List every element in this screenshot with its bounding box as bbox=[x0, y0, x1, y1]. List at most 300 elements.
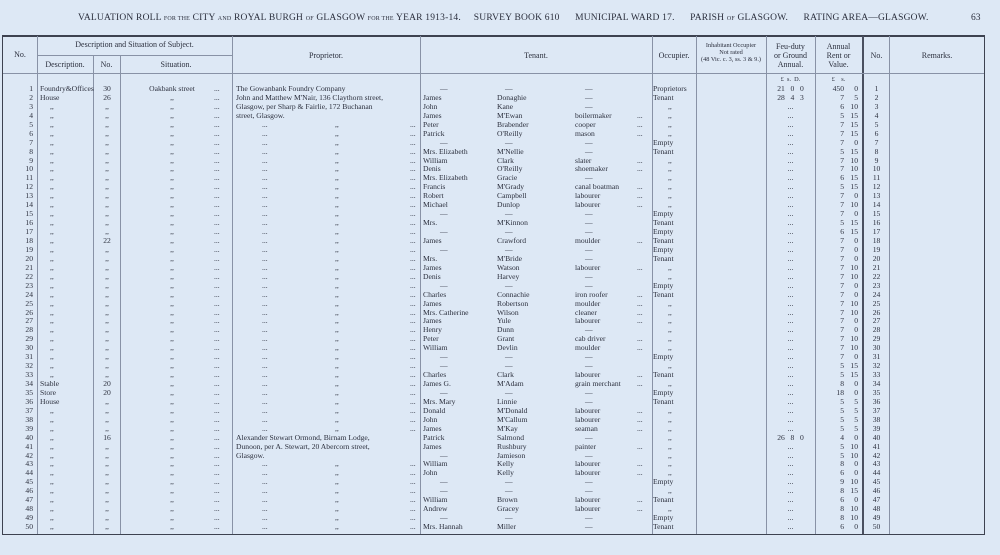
proprietor: ... ,, ... bbox=[335, 316, 339, 325]
feu-duty: ... bbox=[787, 119, 794, 129]
proprietor: Glasgow, per Sharp & Fairlie, 172 Buchanan bbox=[236, 101, 373, 111]
tenant-first-name: Patrick bbox=[423, 432, 445, 442]
situation: ,, bbox=[170, 119, 174, 129]
occupier: ,, bbox=[668, 423, 672, 433]
feu-duty: ... bbox=[787, 146, 794, 156]
rent-pounds: 6 bbox=[840, 522, 844, 532]
subject-number: ,, bbox=[105, 262, 109, 272]
occupier: ,, bbox=[668, 432, 672, 442]
situation: ,, bbox=[170, 441, 174, 451]
rent-pounds: 450 bbox=[832, 84, 844, 93]
feu-duty: ... bbox=[787, 343, 794, 353]
row-number-right: 7 bbox=[874, 137, 879, 147]
row-number-right: 23 bbox=[872, 280, 881, 290]
table-row bbox=[0, 468, 985, 477]
row-number-right: 26 bbox=[872, 307, 881, 317]
tenant-surname: Rushbury bbox=[497, 441, 527, 451]
proprietor: ... ,, ... bbox=[335, 343, 339, 352]
occupier: ,, bbox=[668, 414, 672, 424]
situation-leader-dots: ... bbox=[214, 191, 220, 201]
description: ,, bbox=[50, 200, 54, 210]
row-number: 23 bbox=[25, 280, 33, 290]
proprietor: ... ,, ... bbox=[335, 281, 339, 290]
tenant-surname: M'Donald bbox=[497, 405, 528, 415]
row-number: 5 bbox=[29, 119, 33, 129]
situation-leader-dots: ... bbox=[214, 414, 220, 424]
tenant-surname: Dunlop bbox=[497, 200, 520, 210]
rent-shillings: 0 bbox=[854, 316, 858, 326]
rent-pounds: 7 bbox=[840, 244, 844, 254]
situation-leader-dots: ... bbox=[214, 450, 220, 460]
proprietor: ... ,, ... bbox=[335, 424, 339, 433]
header-no-right: No. bbox=[870, 51, 883, 60]
description: House bbox=[40, 396, 60, 406]
situation: ,, bbox=[170, 307, 174, 317]
proprietor: ... ,, ... bbox=[335, 129, 339, 138]
feu-duty: ... bbox=[787, 137, 794, 147]
description: ,, bbox=[50, 128, 54, 138]
table-row bbox=[0, 218, 985, 227]
subject-number: ,, bbox=[105, 298, 109, 308]
tenant-first-name: Henry bbox=[423, 325, 442, 335]
situation: ,, bbox=[170, 262, 174, 272]
tenant-first-name: James bbox=[423, 423, 442, 433]
tenant-first-name: James bbox=[423, 235, 442, 245]
description: ,, bbox=[50, 450, 54, 460]
rent-pounds: 7 bbox=[840, 289, 844, 299]
description: ,, bbox=[50, 182, 54, 192]
occupier: Tenant bbox=[653, 253, 674, 263]
table-row bbox=[0, 120, 985, 129]
title-small: FOR THE bbox=[367, 16, 394, 22]
tenant-first-name: Andrew bbox=[423, 504, 448, 514]
rent-shillings: 0 bbox=[854, 325, 858, 335]
tenant-surname: — bbox=[505, 387, 513, 397]
header-rent-l3: Value. bbox=[828, 60, 849, 69]
row-number-right: 40 bbox=[872, 432, 881, 442]
situation: ,, bbox=[170, 110, 174, 120]
description: ,, bbox=[50, 119, 54, 129]
tenant-first-name: Robert bbox=[423, 191, 444, 201]
subject-number: ,, bbox=[105, 343, 109, 353]
tenant-surname: Brown bbox=[497, 495, 518, 505]
row-number-right: 31 bbox=[872, 352, 881, 362]
description: ,, bbox=[50, 244, 54, 254]
situation-leader-dots: ... bbox=[214, 298, 220, 308]
feu-duty: 26 8 0 bbox=[777, 432, 804, 442]
rent-shillings: 10 bbox=[850, 343, 858, 353]
row-number: 28 bbox=[25, 325, 33, 335]
table-row bbox=[0, 84, 985, 93]
feu-duty: ... bbox=[787, 200, 794, 210]
row-number: 6 bbox=[29, 128, 33, 138]
row-number: 16 bbox=[25, 218, 33, 228]
situation: ,, bbox=[170, 477, 174, 487]
feu-duty: ... bbox=[787, 155, 794, 165]
subject-number: ,, bbox=[105, 191, 109, 201]
row-number: 39 bbox=[25, 423, 33, 433]
tenant-surname: — bbox=[505, 513, 513, 523]
proprietor: ... ,, ... bbox=[335, 486, 339, 495]
rent-shillings: 10 bbox=[850, 200, 858, 210]
row-number-right: 29 bbox=[872, 334, 881, 344]
table-row bbox=[0, 236, 985, 245]
table-row bbox=[0, 424, 985, 433]
feu-duty: ... bbox=[787, 235, 794, 245]
feu-duty: ... bbox=[787, 298, 794, 308]
feu-duty: ... bbox=[787, 361, 794, 371]
tenant-first-name: James G. bbox=[423, 379, 451, 389]
tenant-surname: M'Kay bbox=[497, 423, 518, 433]
tenant-first-name: James bbox=[423, 298, 442, 308]
row-number: 26 bbox=[25, 307, 33, 317]
situation-leader-dots: ... bbox=[214, 486, 220, 496]
tenant-first-name: John bbox=[423, 468, 438, 478]
subject-number: ,, bbox=[105, 495, 109, 505]
tenant-surname: Crawford bbox=[497, 235, 527, 245]
rent-pounds: 5 bbox=[840, 396, 844, 406]
table-row bbox=[0, 486, 985, 495]
subject-number: ,, bbox=[105, 289, 109, 299]
header-inhabitant-l1: Inhabitant Occupier bbox=[705, 42, 757, 49]
tenant-surname: Kelly bbox=[497, 468, 514, 478]
subject-number: 22 bbox=[103, 235, 111, 245]
proprietor: ... ,, ... bbox=[335, 504, 339, 513]
tenant-occupation: mason ... bbox=[575, 129, 595, 138]
tenant-first-name: Mrs. Mary bbox=[423, 396, 456, 406]
proprietor: ... ,, ... bbox=[335, 290, 339, 299]
rent-shillings: 0 bbox=[854, 280, 858, 290]
row-number: 17 bbox=[25, 227, 33, 237]
tenant-occupation: moulder ... bbox=[575, 299, 600, 308]
description: ,, bbox=[50, 414, 54, 424]
proprietor: ... ,, ... bbox=[335, 182, 339, 191]
proprietor: ... ,, ... bbox=[335, 138, 339, 147]
rent-pounds: 7 bbox=[840, 92, 844, 102]
tenant-occupation: — bbox=[585, 137, 593, 147]
situation: ,, bbox=[170, 280, 174, 290]
tenant-first-name: Mrs. bbox=[423, 253, 438, 263]
row-number: 9 bbox=[29, 155, 33, 165]
rent-pounds: 5 bbox=[840, 218, 844, 228]
table-row bbox=[0, 495, 985, 504]
rent-pounds: 7 bbox=[840, 209, 844, 219]
tenant-occupation: — bbox=[585, 361, 593, 371]
description: Stable bbox=[40, 379, 59, 389]
feu-units: £ s. D. bbox=[780, 76, 801, 83]
occupier: Tenant bbox=[653, 522, 674, 532]
occupier: ,, bbox=[668, 325, 672, 335]
rent-shillings: 10 bbox=[850, 441, 858, 451]
tenant-occupation: labourer ... bbox=[575, 415, 600, 424]
tenant-surname: — bbox=[505, 244, 513, 254]
row-number-right: 3 bbox=[874, 101, 879, 111]
subject-number: ,, bbox=[105, 182, 109, 192]
occupier: ,, bbox=[668, 459, 672, 469]
occupier: ,, bbox=[668, 173, 672, 183]
situation: ,, bbox=[170, 450, 174, 460]
row-number: 20 bbox=[25, 253, 33, 263]
situation-leader-dots: ... bbox=[214, 432, 220, 442]
row-number-right: 25 bbox=[872, 298, 881, 308]
tenant-surname: — bbox=[505, 209, 513, 219]
situation-leader-dots: ... bbox=[214, 218, 220, 228]
situation-leader-dots: ... bbox=[214, 128, 220, 138]
rent-shillings: 0 bbox=[854, 84, 858, 93]
tenant-surname: M'Grady bbox=[497, 182, 525, 192]
row-number-right: 4 bbox=[874, 110, 879, 120]
subject-number: ,, bbox=[105, 414, 109, 424]
rent-pounds: 6 bbox=[840, 468, 844, 478]
tenant-occupation: — bbox=[585, 253, 593, 263]
tenant-surname: — bbox=[505, 486, 513, 496]
tenant-occupation: — bbox=[585, 450, 593, 460]
occupier: Empty bbox=[653, 387, 674, 397]
description: ,, bbox=[50, 513, 54, 523]
tenant-occupation: seaman ... bbox=[575, 424, 598, 433]
parish-of: OF bbox=[726, 16, 735, 22]
row-number: 27 bbox=[25, 316, 33, 326]
rent-pounds: 7 bbox=[840, 155, 844, 165]
situation: ,, bbox=[170, 414, 174, 424]
subject-number: ,, bbox=[105, 218, 109, 228]
tenant-first-name: — bbox=[440, 361, 448, 371]
rent-shillings: 5 bbox=[854, 396, 858, 406]
rent-pounds: 5 bbox=[840, 414, 844, 424]
header-divider bbox=[3, 73, 984, 74]
tenant-surname: — bbox=[505, 361, 513, 371]
rent-shillings: 15 bbox=[850, 110, 858, 120]
table-row bbox=[0, 361, 985, 370]
tenant-surname: — bbox=[505, 84, 513, 93]
rent-shillings: 0 bbox=[854, 387, 858, 397]
proprietor: ... ,, ... bbox=[335, 147, 339, 156]
rent-shillings: 10 bbox=[850, 334, 858, 344]
tenant-surname: O'Reilly bbox=[497, 164, 523, 174]
row-number: 1 bbox=[29, 84, 33, 93]
rent-shillings: 0 bbox=[854, 379, 858, 389]
situation: ,, bbox=[170, 343, 174, 353]
situation-leader-dots: ... bbox=[214, 504, 220, 514]
tenant-occupation: labourer ... bbox=[575, 316, 600, 325]
description: ,, bbox=[50, 191, 54, 201]
row-number: 37 bbox=[25, 405, 33, 415]
proprietor: ... ,, ... bbox=[335, 254, 339, 263]
row-number: 42 bbox=[25, 450, 33, 460]
rent-shillings: 10 bbox=[850, 504, 858, 514]
situation-leader-dots: ... bbox=[214, 513, 220, 523]
row-number: 21 bbox=[25, 262, 33, 272]
rent-pounds: 7 bbox=[840, 262, 844, 272]
tenant-occupation: — bbox=[585, 244, 593, 254]
tenant-occupation: cooper ... bbox=[575, 120, 596, 129]
row-number-right: 24 bbox=[872, 289, 881, 299]
situation: ,, bbox=[170, 92, 174, 102]
title-burgh: ROYAL BURGH bbox=[233, 13, 304, 23]
proprietor: ... ,, ... bbox=[335, 397, 339, 406]
row-number-right: 49 bbox=[872, 513, 881, 523]
table-row bbox=[0, 513, 985, 522]
table-row bbox=[0, 299, 985, 308]
tenant-occupation: — bbox=[585, 209, 593, 219]
rent-pounds: 7 bbox=[840, 164, 844, 174]
rent-pounds: 7 bbox=[840, 200, 844, 210]
tenant-occupation: labourer ... bbox=[575, 370, 600, 379]
rent-shillings: 15 bbox=[850, 361, 858, 371]
tenant-occupation: labourer ... bbox=[575, 504, 600, 513]
tenant-first-name: William bbox=[423, 155, 448, 165]
tenant-occupation: — bbox=[585, 477, 593, 487]
subject-number: ,, bbox=[105, 137, 109, 147]
feu-duty: ... bbox=[787, 379, 794, 389]
row-number-right: 20 bbox=[872, 253, 881, 263]
occupier: ,, bbox=[668, 271, 672, 281]
proprietor: ... ,, ... bbox=[335, 513, 339, 522]
row-number: 32 bbox=[25, 361, 33, 371]
table-row bbox=[0, 352, 985, 361]
feu-duty: ... bbox=[787, 307, 794, 317]
situation-leader-dots: ... bbox=[214, 92, 220, 102]
rent-shillings: 15 bbox=[850, 486, 858, 496]
proprietor: ... ,, ... bbox=[335, 218, 339, 227]
situation-leader-dots: ... bbox=[214, 137, 220, 147]
tenant-occupation: — bbox=[585, 486, 593, 496]
tenant-surname: — bbox=[505, 137, 513, 147]
description: ,, bbox=[50, 280, 54, 290]
occupier: ,, bbox=[668, 450, 672, 460]
feu-duty: ... bbox=[787, 244, 794, 254]
occupier: ,, bbox=[668, 164, 672, 174]
rent-shillings: 15 bbox=[850, 128, 858, 138]
tenant-first-name: — bbox=[440, 486, 448, 496]
subject-number: ,, bbox=[105, 307, 109, 317]
situation-leader-dots: ... bbox=[214, 289, 220, 299]
situation-leader-dots: ... bbox=[214, 119, 220, 129]
row-number-right: 10 bbox=[872, 164, 881, 174]
tenant-first-name: — bbox=[440, 280, 448, 290]
table-row bbox=[0, 397, 985, 406]
situation: ,, bbox=[170, 173, 174, 183]
title-glasgow: GLASGOW bbox=[316, 13, 366, 23]
feu-duty: ... bbox=[787, 477, 794, 487]
description: ,, bbox=[50, 468, 54, 478]
occupier: ,, bbox=[668, 379, 672, 389]
header-feu-l1: Feu-duty bbox=[776, 42, 805, 51]
tenant-surname: Harvey bbox=[497, 271, 520, 281]
tenant-occupation: boilermaker ... bbox=[575, 111, 612, 120]
description: ,, bbox=[50, 298, 54, 308]
situation-leader-dots: ... bbox=[214, 379, 220, 389]
proprietor: street, Glasgow. bbox=[236, 110, 285, 120]
rent-shillings: 0 bbox=[854, 495, 858, 505]
row-number: 34 bbox=[25, 379, 33, 389]
description: ,, bbox=[50, 173, 54, 183]
situation: ,, bbox=[170, 128, 174, 138]
situation-leader-dots: ... bbox=[214, 352, 220, 362]
rent-pounds: 7 bbox=[840, 316, 844, 326]
description: ,, bbox=[50, 209, 54, 219]
occupier: ,, bbox=[668, 405, 672, 415]
rent-shillings: 0 bbox=[854, 235, 858, 245]
tenant-occupation: labourer ... bbox=[575, 263, 600, 272]
feu-duty: ... bbox=[787, 280, 794, 290]
tenant-first-name: Peter bbox=[423, 334, 439, 344]
description: ,, bbox=[50, 271, 54, 281]
row-number: 47 bbox=[25, 495, 33, 505]
tenant-first-name: Charles bbox=[423, 289, 447, 299]
tenant-occupation: grain merchant ... bbox=[575, 379, 621, 388]
rent-pounds: 6 bbox=[840, 173, 844, 183]
row-number-right: 5 bbox=[874, 119, 879, 129]
subject-number: ,, bbox=[105, 450, 109, 460]
description: ,, bbox=[50, 459, 54, 469]
tenant-first-name: Mrs. Elizabeth bbox=[423, 146, 468, 156]
proprietor: Dunoon, per A. Stewart, 20 Abercorn street, bbox=[236, 441, 370, 451]
tenant-occupation: cab driver ... bbox=[575, 334, 606, 343]
row-number: 35 bbox=[25, 387, 33, 397]
row-number-right: 22 bbox=[872, 271, 881, 281]
situation-leader-dots: ... bbox=[214, 84, 220, 93]
tenant-occupation: labourer ... bbox=[575, 406, 600, 415]
proprietor: ... ,, ... bbox=[335, 120, 339, 129]
row-number-right: 27 bbox=[872, 316, 881, 326]
row-number: 15 bbox=[25, 209, 33, 219]
rent-shillings: 0 bbox=[854, 191, 858, 201]
subject-number: 20 bbox=[103, 379, 111, 389]
rent-shillings: 15 bbox=[850, 173, 858, 183]
row-number: 40 bbox=[25, 432, 33, 442]
occupier: Empty bbox=[653, 352, 674, 362]
proprietor: Glasgow. bbox=[236, 450, 265, 460]
tenant-occupation: — bbox=[585, 173, 593, 183]
description: ,, bbox=[50, 334, 54, 344]
table-row bbox=[0, 245, 985, 254]
table-row bbox=[0, 182, 985, 191]
proprietor: ... ,, ... bbox=[335, 325, 339, 334]
situation-leader-dots: ... bbox=[214, 307, 220, 317]
situation: ,, bbox=[170, 191, 174, 201]
subject-number: 26 bbox=[103, 92, 111, 102]
rent-shillings: 10 bbox=[850, 271, 858, 281]
subject-number: ,, bbox=[105, 280, 109, 290]
situation-leader-dots: ... bbox=[214, 280, 220, 290]
table-row bbox=[0, 459, 985, 468]
row-number-right: 41 bbox=[872, 441, 881, 451]
header-rent-l1: Annual bbox=[826, 42, 851, 51]
situation: ,, bbox=[170, 200, 174, 210]
feu-duty: ... bbox=[787, 262, 794, 272]
feu-duty: ... bbox=[787, 459, 794, 469]
feu-duty: ... bbox=[787, 441, 794, 451]
tenant-surname: Kelly bbox=[497, 459, 514, 469]
rent-pounds: 7 bbox=[840, 334, 844, 344]
occupier: ,, bbox=[668, 262, 672, 272]
proprietor: ... ,, ... bbox=[335, 352, 339, 361]
tenant-surname: Robertson bbox=[497, 298, 529, 308]
situation: ,, bbox=[170, 370, 174, 380]
tenant-first-name: — bbox=[440, 477, 448, 487]
tenant-surname: — bbox=[505, 227, 513, 237]
header-occupier: Occupier. bbox=[658, 51, 690, 60]
row-number-right: 37 bbox=[872, 405, 881, 415]
description: ,, bbox=[50, 504, 54, 514]
proprietor: ... ,, ... bbox=[335, 406, 339, 415]
subject-number: ,, bbox=[105, 128, 109, 138]
situation-leader-dots: ... bbox=[214, 271, 220, 281]
tenant-occupation: labourer ... bbox=[575, 200, 600, 209]
rent-shillings: 0 bbox=[854, 209, 858, 219]
rent-shillings: 0 bbox=[854, 137, 858, 147]
